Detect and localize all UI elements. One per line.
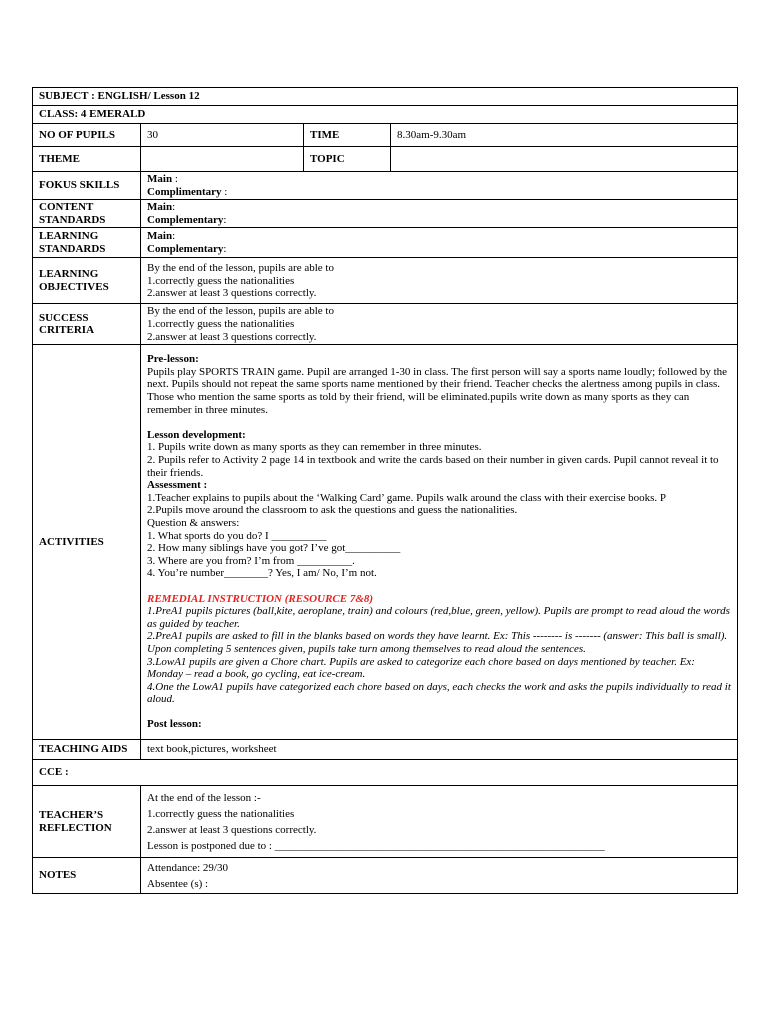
reflection-line: 2.answer at least 3 questions correctly. <box>147 823 317 836</box>
content-label-2: STANDARDS <box>39 213 106 226</box>
objectives-label <box>33 258 141 304</box>
learning-standards-label <box>33 228 141 258</box>
reflection-line: At the end of the lesson :- <box>147 791 261 804</box>
development-title: Lesson development: <box>147 428 246 441</box>
attendance-line: Attendance: 29/30 <box>147 861 228 874</box>
assessment-step: 1.Teacher explains to pupils about the ‘Walking Card’ game. Pupils walk around the class with their exercise books. P <box>147 491 666 504</box>
cce-row <box>33 760 738 786</box>
theme-value <box>141 147 304 172</box>
time-label: TIME <box>304 124 391 147</box>
fokus-main-sep: : <box>172 173 178 185</box>
activities-label: ACTIVITIES <box>33 345 141 740</box>
learning-main: Main <box>147 230 173 243</box>
content-standards-content <box>141 200 738 228</box>
learning-comp-sep: : <box>223 242 227 255</box>
success-line: 2.answer at least 3 questions correctly. <box>147 330 317 343</box>
remedial-item: 4.One the LowA1 pupils have categorized each chore based on days, each checks the work and asks the pupils individually to read it aloud. <box>147 680 731 706</box>
success-line: By the end of the lesson, pupils are able to <box>147 305 334 318</box>
reflection-label <box>33 786 141 858</box>
notes-label: NOTES <box>33 858 141 894</box>
objectives-label-2: OBJECTIVES <box>39 280 109 293</box>
qa-item: 1. What sports do you do? I __________ <box>147 529 327 542</box>
qa-title: Question & answers: <box>147 516 240 529</box>
development-step: 2. Pupils refer to Activity 2 page 14 in textbook and write the cards based on their number in given cards. Pupil cannot reveal it to their friends. <box>147 454 719 479</box>
theme-row <box>33 147 738 172</box>
success-label <box>33 304 141 345</box>
learning-comp: Complementary <box>147 242 224 255</box>
post-lesson-title: Post lesson: <box>147 718 202 731</box>
remedial-item: 1.PreA1 pupils pictures (ball,kite, aeroplane, train) and colours (red,blue, green, yellow). Pupils are prompt to read aloud the words as guided by teacher. <box>147 605 730 630</box>
content-comp-sep: : <box>223 213 227 226</box>
objectives-line: By the end of the lesson, pupils are able to <box>147 261 334 274</box>
content-main-sep: : <box>172 201 176 214</box>
content-comp: Complementary <box>147 213 224 226</box>
pre-lesson-text: Pupils play SPORTS TRAIN game. Pupil are arranged 1-30 in class. The first person will say a sports name loudly; followed by the next. Pupils should not repeat the same sports name mentioned by their friend. Teacher checks the alertness among pupils in class. Those who mention the same sports as told by their friend, will be eliminated.pupils write down as many sports as they can remember in three minutes. <box>147 365 728 416</box>
objectives-row <box>33 258 738 304</box>
fokus-comp: Complimentary <box>147 185 222 198</box>
learning-standards-row <box>33 228 738 258</box>
reflection-line: Lesson is postponed due to : ____________________________________________________________ <box>147 839 605 852</box>
remedial-title: REMEDIAL INSTRUCTION (RESOURCE 7&8) <box>147 592 374 605</box>
qa-item: 4. You’re number________? Yes, I am/ No, I’m not. <box>147 567 377 580</box>
activities-row <box>33 345 738 740</box>
fokus-row <box>33 172 738 200</box>
content-standards-label <box>33 200 141 228</box>
subject-title: SUBJECT : ENGLISH/ Lesson 12 <box>33 88 738 106</box>
fokus-comp-sep: : <box>221 185 228 198</box>
qa-item: 3. Where are you from? I’m from __________. <box>147 554 355 567</box>
reflection-row <box>33 786 738 858</box>
success-row <box>33 304 738 345</box>
assessment-step: 2.Pupils move around the classroom to ask the questions and guess the nationalities. <box>147 504 518 517</box>
theme-label: THEME <box>33 147 141 172</box>
content-label-1: CONTENT <box>39 201 94 214</box>
pupils-row <box>33 124 738 147</box>
learning-main-sep: : <box>172 230 176 243</box>
cce-label: CCE : <box>33 760 738 786</box>
remedial-item: 2.PreA1 pupils are asked to fill in the blanks based on words they have learnt. Ex: This -------- is ------- (answer: This ball is small). Upon completing 5 sentences given, pupils take turn among themselves to read aloud the sentences. <box>147 630 728 655</box>
reflection-content <box>141 786 738 858</box>
subject-row <box>33 88 738 106</box>
teaching-aids-row <box>33 740 738 760</box>
content-standards-row <box>33 200 738 228</box>
pupils-value: 30 <box>141 124 304 147</box>
class-title: CLASS: 4 EMERALD <box>33 106 738 124</box>
fokus-main: Main <box>147 173 173 185</box>
learning-label-1: LEARNING <box>39 230 99 243</box>
class-row <box>33 106 738 124</box>
notes-content <box>141 858 738 894</box>
assessment-title: Assessment : <box>147 479 208 492</box>
reflection-line: 1.correctly guess the nationalities <box>147 807 295 820</box>
objectives-line: 2.answer at least 3 questions correctly. <box>147 287 317 300</box>
objectives-label-1: LEARNING <box>39 268 99 281</box>
notes-row <box>33 858 738 894</box>
teaching-aids-label: TEACHING AIDS <box>33 740 141 760</box>
success-label-2: CRITERIA <box>39 324 95 337</box>
fokus-content <box>141 172 738 200</box>
success-content <box>141 304 738 345</box>
learning-label-2: STANDARDS <box>39 242 106 255</box>
fokus-label: FOKUS SKILLS <box>33 172 141 200</box>
qa-item: 2. How many siblings have you got? I’ve got__________ <box>147 542 401 555</box>
teaching-aids-value: text book,pictures, worksheet <box>141 740 738 760</box>
topic-label: TOPIC <box>304 147 391 172</box>
objectives-line: 1.correctly guess the nationalities <box>147 274 295 287</box>
pupils-label: NO OF PUPILS <box>33 124 141 147</box>
topic-value <box>391 147 738 172</box>
development-step: 1. Pupils write down as many sports as they can remember in three minutes. <box>147 441 482 454</box>
reflection-label-1: TEACHER’S <box>39 809 104 822</box>
success-label-1: SUCCESS <box>39 311 89 324</box>
reflection-label-2: REFLECTION <box>39 821 112 834</box>
success-line: 1.correctly guess the nationalities <box>147 317 295 330</box>
content-main: Main <box>147 201 173 214</box>
pre-lesson-title: Pre-lesson: <box>147 353 199 366</box>
absentee-line: Absentee (s) : <box>147 877 209 890</box>
objectives-content <box>141 258 738 304</box>
activities-content <box>141 345 738 740</box>
time-value: 8.30am-9.30am <box>391 124 738 147</box>
learning-standards-content <box>141 228 738 258</box>
remedial-item: 3.LowA1 pupils are given a Chore chart. Pupils are asked to categorize each chore based on days mentioned by teacher. Ex: Monday – read a book, go cycling, eat ice-cream. <box>147 655 695 681</box>
lesson-plan-table <box>32 87 738 894</box>
